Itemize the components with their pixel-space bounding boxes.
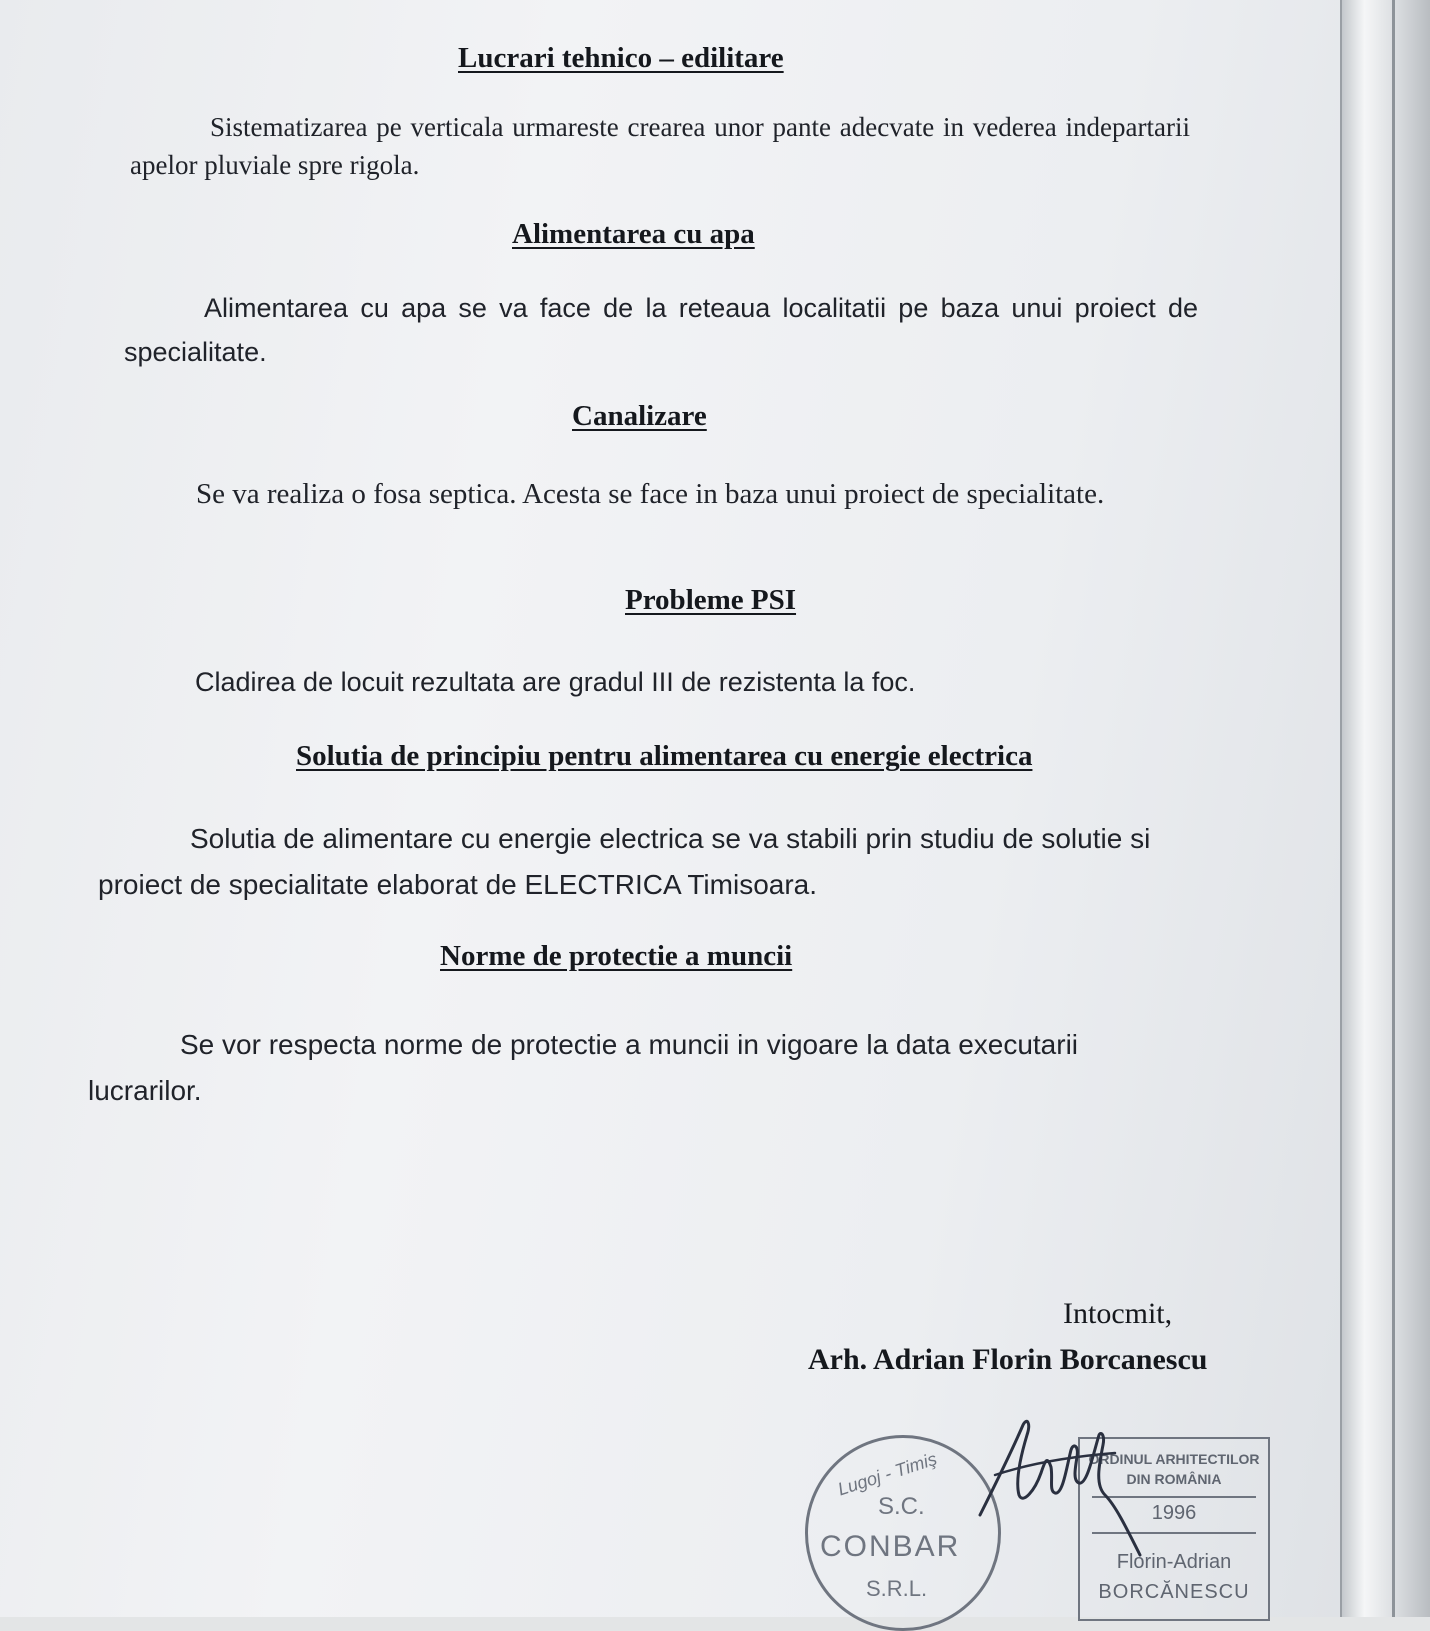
- paragraph-sistematizare: Sistematizarea pe verticala urmareste crearea unor pante adecvate in vederea indepartarii apelor pluviale spre rigola.: [130, 112, 1190, 180]
- paragraph-energie-electrica: Solutia de alimentare cu energie electrica se va stabili prin studiu de solutie si proiect de specialitate elaborat de ELECTRICA Timisoara.: [98, 823, 1151, 900]
- stamp-order-line2: DIN ROMÂNIA: [1126, 1471, 1222, 1487]
- binder-edge: [1340, 0, 1430, 1617]
- stamp-year: 1996: [1151, 1502, 1197, 1524]
- paragraph-canalizare: Se va realiza o fosa septica. Acesta se face in baza unui proiect de specialitate.: [196, 478, 1105, 510]
- signature-name: Arh. Adrian Florin Borcanescu: [808, 1343, 1208, 1376]
- stamp-company-name: CONBAR: [820, 1530, 961, 1563]
- heading-norme-protectie: Norme de protectie a muncii: [440, 940, 793, 972]
- signature-label: Intocmit,: [1063, 1297, 1173, 1330]
- heading-lucrari-tehnico: Lucrari tehnico – edilitare: [458, 42, 784, 74]
- heading-canalizare: Canalizare: [572, 400, 707, 432]
- stamp-order-line1: ORDINUL ARHITECTILOR: [1088, 1451, 1260, 1467]
- stamp-prefix: S.C.: [878, 1493, 925, 1520]
- stamp-first-name: Florin-Adrian: [1116, 1551, 1232, 1573]
- paragraph-norme-protectie: Se vor respecta norme de protectie a muncii in vigoare la data executarii lucrarilor.: [88, 1029, 1079, 1106]
- heading-probleme-psi: Probleme PSI: [625, 584, 797, 616]
- stamp-suffix: S.R.L.: [866, 1576, 928, 1601]
- stamp-last-name: BORCĂNESCU: [1098, 1581, 1250, 1603]
- heading-energie-electrica: Solutia de principiu pentru alimentarea cu energie electrica: [296, 740, 1033, 772]
- heading-alimentarea-cu-apa: Alimentarea cu apa: [512, 218, 755, 250]
- stamp-location: Lugoj - Timiş: [835, 1448, 940, 1500]
- paragraph-alimentarea-cu-apa: Alimentarea cu apa se va face de la reteaua localitatii pe baza unui proiect de specialitate.: [124, 293, 1198, 367]
- company-stamp: [805, 1435, 1001, 1631]
- paragraph-probleme-psi: Cladirea de locuit rezultata are gradul III de rezistenta la foc.: [195, 667, 916, 697]
- handwritten-signature: [975, 1395, 1145, 1565]
